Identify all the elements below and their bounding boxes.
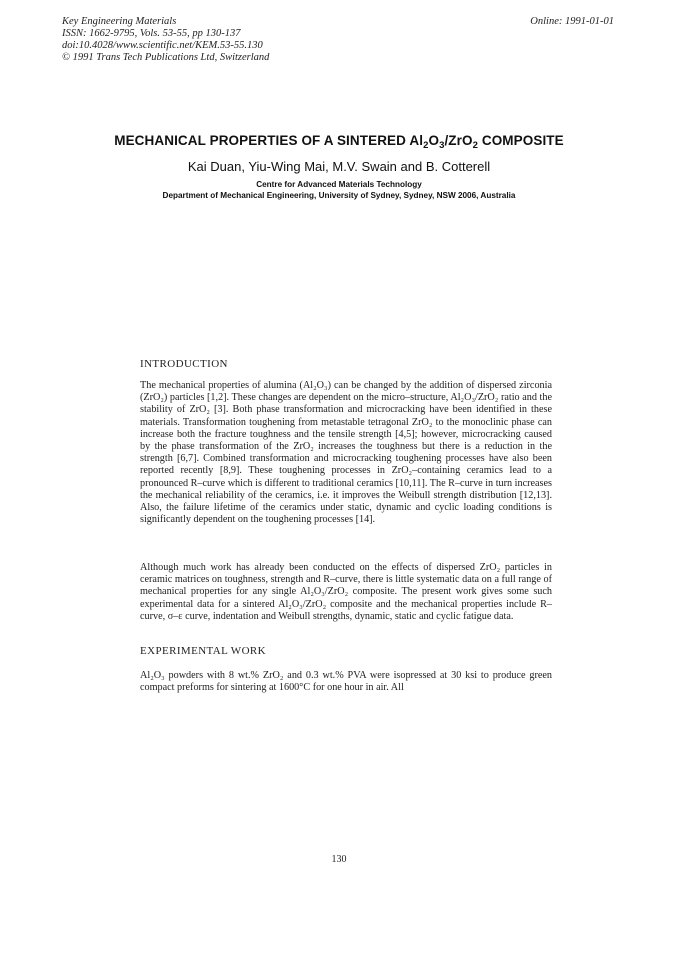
paper-title: MECHANICAL PROPERTIES OF A SINTERED $Al_2O_3/ZrO_2$ COMPOSITE <box>114 133 564 151</box>
introduction-paragraph-2: Although much work has already been conducted on the effects of dispersed ZrO₂ particles in ceramic matrices on toughness, strength and R–curve, there is little systematic data on a full range of mechanical properties for any single Al₂O₃/ZrO₂ composite. The present work gives some such experimental data for a sintered Al₂O₃/ZrO₂ composite and the mechanical properties include R–curve, σ–ε curve, indentation and Weibull strengths, dynamic, static and cyclic fatigue data. <box>140 562 552 622</box>
online-date: Online: 1991-01-01 <box>530 16 614 27</box>
experimental-paragraph-1: Al₂O₃ powders with 8 wt.% ZrO₂ and 0.3 wt.% PVA were isopressed at 30 ksi to produce green compact preforms for sintering at 1600°C for one hour in air. All <box>140 670 552 694</box>
journal-name: Key Engineering Materials <box>62 16 177 27</box>
affiliation-department: Department of Mechanical Engineering, University of Sydney, Sydney, NSW 2006, Australia <box>162 191 516 200</box>
author-list: Kai Duan, Yiu-Wing Mai, M.V. Swain and B. Cotterell <box>187 159 491 174</box>
issn-line: ISSN: 1662-9795, Vols. 53-55, pp 130-137 <box>62 28 241 39</box>
affiliation-centre: Centre for Advanced Materials Technology <box>256 180 422 189</box>
introduction-paragraph-1: The mechanical properties of alumina (Al₂O₃) can be changed by the addition of dispersed zirconia (ZrO₂) particles [1,2]. These changes are dependent on the micro–structure, Al₂O₃/ZrO₂ ratio and the stability of ZrO₂ [3]. Both phase transformation and microcracking have been identified in these materials. Transformation toughening from metastable tetragonal ZrO₂ to the monoclinic phase can increase both the fracture toughness and the tensile strength [4,5]; however, microcracking caused by the phase transformation of the ZrO₂ increases the toughness but there is a reduction in the strength [6,7]. Combined transformation and microcracking toughening processes have also been reported recently [8,9]. These toughening processes in ZrO₂–containing ceramics lead to a pronounced R–curve which is different to traditional ceramics [10,11]. The R–curve in turn increases the mechanical reliability of the ceramics, i.e. it improves the Weibull strength distribution [12,13]. Also, the failure lifetime of the ceramics under static, dynamic and cyclic loading conditions is significantly dependent on the toughening processes [14]. <box>140 380 552 526</box>
section-heading-introduction: INTRODUCTION <box>140 358 228 370</box>
page-number: 130 <box>331 854 347 865</box>
copyright-line: © 1991 Trans Tech Publications Ltd, Switzerland <box>62 52 270 63</box>
journal-header <box>62 16 269 64</box>
doi-line: doi:10.4028/www.scientific.net/KEM.53-55.130 <box>62 40 263 51</box>
section-heading-experimental: EXPERIMENTAL WORK <box>140 645 266 657</box>
